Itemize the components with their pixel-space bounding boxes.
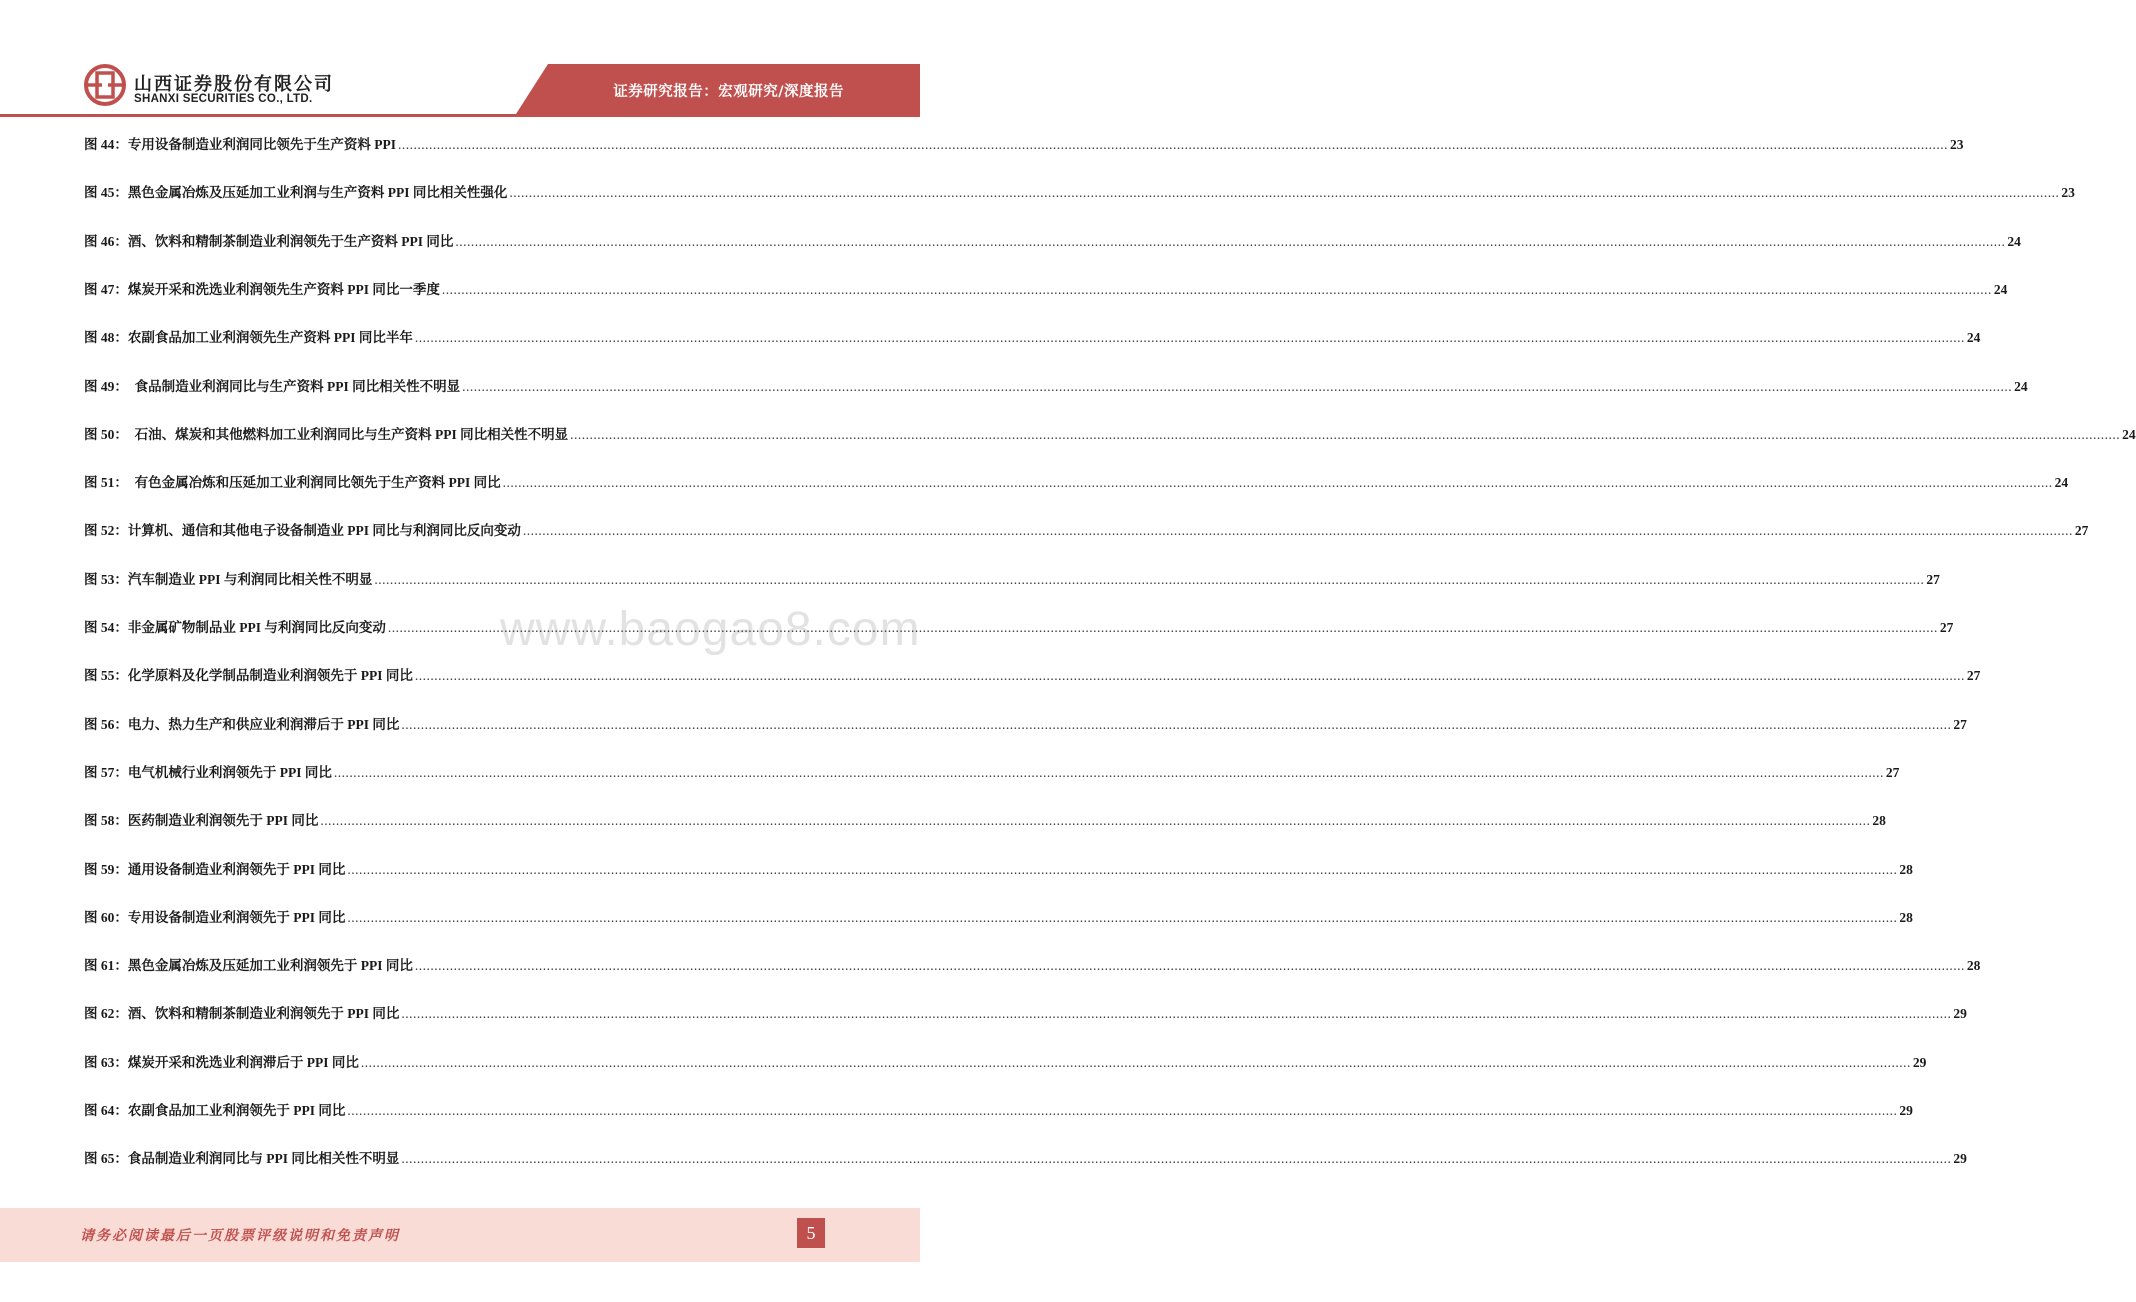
- toc-dot-leader: ................................................................................................................................................................................................................................................................................................................................................................................................................: [333, 764, 1884, 780]
- toc-entry-page: 24: [2007, 233, 2021, 249]
- toc-entry-title: 化学原料及化学制品制造业利润领先于 PPI 同比: [127, 668, 413, 684]
- toc-entry[interactable]: [84, 230, 2021, 250]
- toc-entry-label: 图 62：: [84, 1006, 128, 1022]
- toc-dot-leader: ................................................................................................................................................................................................................................................................................................................................................................................................................: [462, 378, 2013, 394]
- company-name-cn: 山西证券股份有限公司: [134, 74, 334, 95]
- toc-entry[interactable]: [84, 761, 1900, 781]
- toc-dot-leader: ................................................................................................................................................................................................................................................................................................................................................................................................................: [455, 233, 2006, 249]
- toc-entry-page: 27: [1953, 716, 1967, 732]
- toc-entry-page: 24: [2122, 426, 2136, 442]
- toc-entry-label: 图 64：: [84, 1103, 128, 1118]
- toc-entry[interactable]: [84, 809, 1886, 829]
- toc-entry-page: 29: [1899, 1103, 1913, 1118]
- toc-entry-title: 酒、饮料和精制茶制造业利润领先于生产资料 PPI 同比: [127, 233, 454, 249]
- toc-dot-leader: ................................................................................................................................................................................................................................................................................................................................................................................................................: [320, 813, 1871, 829]
- toc-dot-leader: ................................................................................................................................................................................................................................................................................................................................................................................................................: [414, 668, 1965, 684]
- toc-entry-title: 医药制造业利润领先于 PPI 同比: [127, 813, 319, 829]
- toc-entry-page: 28: [1872, 813, 1886, 829]
- toc-entry-page: 28: [1899, 909, 1913, 925]
- toc-dot-leader: ................................................................................................................................................................................................................................................................................................................................................................................................................: [401, 1006, 1952, 1022]
- toc-entry[interactable]: [84, 471, 2069, 491]
- toc-dot-leader: ................................................................................................................................................................................................................................................................................................................................................................................................................: [398, 137, 1948, 152]
- toc-entry[interactable]: [84, 858, 1913, 878]
- toc-entry-page: 24: [2014, 378, 2028, 394]
- toc-entry-title: 黑色金属冶炼及压延加工业利润领先于 PPI 同比: [127, 958, 413, 974]
- toc-entry[interactable]: [84, 375, 2028, 395]
- toc-entry-label: 图 49：: [84, 378, 128, 394]
- toc-entry-page: 27: [1939, 620, 1954, 635]
- toc-dot-leader: ................................................................................................................................................................................................................................................................................................................................................................................................................: [502, 475, 2053, 491]
- page-number: 5: [797, 1218, 825, 1248]
- toc-entry-page: 27: [1926, 571, 1940, 587]
- toc-dot-leader: ................................................................................................................................................................................................................................................................................................................................................................................................................: [414, 958, 1965, 974]
- watermark: www.baogao8.com: [500, 603, 921, 656]
- toc-entry-label: 图 50：: [84, 426, 128, 442]
- company-logo-icon: [84, 64, 126, 106]
- toc-entry-page: 28: [1966, 958, 1981, 974]
- toc-entry-label: 图 56：: [84, 716, 128, 732]
- toc-dot-leader: ................................................................................................................................................................................................................................................................................................................................................................................................................: [570, 426, 2121, 442]
- toc-dot-leader: ................................................................................................................................................................................................................................................................................................................................................................................................................: [347, 1103, 1898, 1118]
- toc-entry-title: 石油、煤炭和其他燃料加工业利润同比与生产资料 PPI 同比相关性不明显: [127, 426, 569, 442]
- toc-entry[interactable]: [84, 713, 1967, 733]
- toc-entry-label: 图 58：: [84, 813, 128, 829]
- toc-entry[interactable]: [84, 278, 2008, 298]
- toc-entry-title: 农副食品加工业利润领先生产资料 PPI 同比半年: [127, 330, 413, 346]
- toc-entry[interactable]: [84, 1051, 1927, 1071]
- toc-entry-page: 29: [1912, 1054, 1927, 1070]
- toc-entry-title: 专用设备制造业利润领先于 PPI 同比: [127, 909, 346, 925]
- toc-entry-label: 图 65：: [84, 1151, 128, 1167]
- toc-entry[interactable]: [84, 1147, 1967, 1167]
- toc-entry-page: 27: [1885, 764, 1900, 780]
- toc-entry-title: 煤炭开采和洗选业利润滞后于 PPI 同比: [127, 1054, 359, 1070]
- toc-dot-leader: ................................................................................................................................................................................................................................................................................................................................................................................................................: [347, 909, 1898, 925]
- toc-entry-page: 29: [1953, 1006, 1967, 1022]
- toc-entry-page: 27: [2074, 523, 2089, 539]
- toc-entry-label: 图 46：: [84, 233, 128, 249]
- toc-entry-label: 图 60：: [84, 909, 128, 925]
- page-header: [0, 0, 920, 122]
- toc-entry-title: 电气机械行业利润领先于 PPI 同比: [127, 764, 332, 780]
- toc-entry[interactable]: [84, 1002, 1967, 1022]
- toc-dot-leader: ................................................................................................................................................................................................................................................................................................................................................................................................................: [414, 330, 1965, 346]
- toc-entry-label: 图 44：: [84, 137, 128, 152]
- company-name-en: SHANXI SECURITIES CO., LTD.: [134, 93, 313, 105]
- toc-dot-leader: ................................................................................................................................................................................................................................................................................................................................................................................................................: [387, 620, 1938, 635]
- disclaimer-text: 请务必阅读最后一页股票评级说明和免责声明: [80, 1228, 400, 1244]
- toc-entry[interactable]: [84, 181, 2075, 201]
- toc-entry[interactable]: [84, 664, 1981, 684]
- toc-entry-page: 29: [1953, 1151, 1967, 1167]
- toc-entry-label: 图 47：: [84, 281, 128, 297]
- report-type-title: 证券研究报告：宏观研究/深度报告: [613, 84, 844, 100]
- toc-entry[interactable]: [84, 1099, 1913, 1119]
- toc-entry[interactable]: [84, 568, 1940, 588]
- toc-dot-leader: ................................................................................................................................................................................................................................................................................................................................................................................................................: [522, 523, 2073, 539]
- toc-entry-page: 23: [1950, 137, 1964, 152]
- header-divider: [0, 114, 920, 117]
- toc-entry-label: 图 59：: [84, 861, 128, 877]
- toc-entry-title: 电力、热力生产和供应业利润滞后于 PPI 同比: [127, 716, 400, 732]
- toc-entry-title: 食品制造业利润同比与 PPI 同比相关性不明显: [127, 1151, 400, 1167]
- toc-entry-label: 图 52：: [84, 523, 128, 539]
- toc-entry-page: 24: [1966, 330, 1981, 346]
- toc-entry-page: 28: [1899, 861, 1913, 877]
- toc-entry-page: 24: [2054, 475, 2069, 491]
- toc-dot-leader: ................................................................................................................................................................................................................................................................................................................................................................................................................: [509, 185, 2060, 201]
- toc-entry-title: 有色金属冶炼和压延加工业利润同比领先于生产资料 PPI 同比: [127, 475, 501, 491]
- toc-entry-label: 图 45：: [84, 185, 128, 201]
- toc-entry[interactable]: [84, 423, 2136, 443]
- toc-entry-title: 酒、饮料和精制茶制造业利润领先于 PPI 同比: [127, 1006, 400, 1022]
- toc-entry-page: 24: [1993, 281, 2008, 297]
- toc-entry-label: 图 51：: [84, 475, 128, 491]
- toc-entry-title: 通用设备制造业利润领先于 PPI 同比: [127, 861, 346, 877]
- toc-entry-title: 计算机、通信和其他电子设备制造业 PPI 同比与利润同比反向变动: [127, 523, 521, 539]
- toc-entry-label: 图 48：: [84, 330, 128, 346]
- toc-entry-label: 图 57：: [84, 764, 128, 780]
- toc-entry[interactable]: [84, 954, 1981, 974]
- toc-entry-label: 图 53：: [84, 571, 128, 587]
- toc-entry-title: 农副食品加工业利润领先于 PPI 同比: [127, 1103, 346, 1118]
- toc-entry-title: 专用设备制造业利润同比领先于生产资料 PPI: [127, 137, 396, 152]
- toc-entry-title: 黑色金属冶炼及压延加工业利润与生产资料 PPI 同比相关性强化: [127, 185, 508, 201]
- toc-entry-label: 图 55：: [84, 668, 128, 684]
- toc-dot-leader: ................................................................................................................................................................................................................................................................................................................................................................................................................: [401, 716, 1952, 732]
- toc-entry-label: 图 63：: [84, 1054, 128, 1070]
- toc-dot-leader: ................................................................................................................................................................................................................................................................................................................................................................................................................: [374, 571, 1925, 587]
- toc-entry-title: 食品制造业利润同比与生产资料 PPI 同比相关性不明显: [127, 378, 461, 394]
- toc-entry-label: 图 54：: [84, 620, 128, 635]
- toc-dot-leader: ................................................................................................................................................................................................................................................................................................................................................................................................................: [347, 861, 1898, 877]
- toc-entry-label: 图 61：: [84, 958, 128, 974]
- toc-dot-leader: ................................................................................................................................................................................................................................................................................................................................................................................................................: [441, 281, 1992, 297]
- toc-entry-title: 煤炭开采和洗选业利润领先生产资料 PPI 同比一季度: [127, 281, 440, 297]
- toc-dot-leader: ................................................................................................................................................................................................................................................................................................................................................................................................................: [360, 1054, 1911, 1070]
- toc-entry[interactable]: [84, 326, 1981, 346]
- toc-entry[interactable]: [84, 519, 2089, 539]
- toc-dot-leader: ................................................................................................................................................................................................................................................................................................................................................................................................................: [401, 1151, 1952, 1167]
- toc-entry[interactable]: [84, 133, 1964, 153]
- toc-entry-page: 27: [1966, 668, 1981, 684]
- toc-entry[interactable]: [84, 906, 1913, 926]
- toc-entry-title: 非金属矿物制品业 PPI 与利润同比反向变动: [127, 620, 386, 635]
- toc-entry-title: 汽车制造业 PPI 与利润同比相关性不明显: [127, 571, 373, 587]
- toc-entry[interactable]: [84, 616, 1954, 636]
- toc-entry-page: 23: [2061, 185, 2075, 201]
